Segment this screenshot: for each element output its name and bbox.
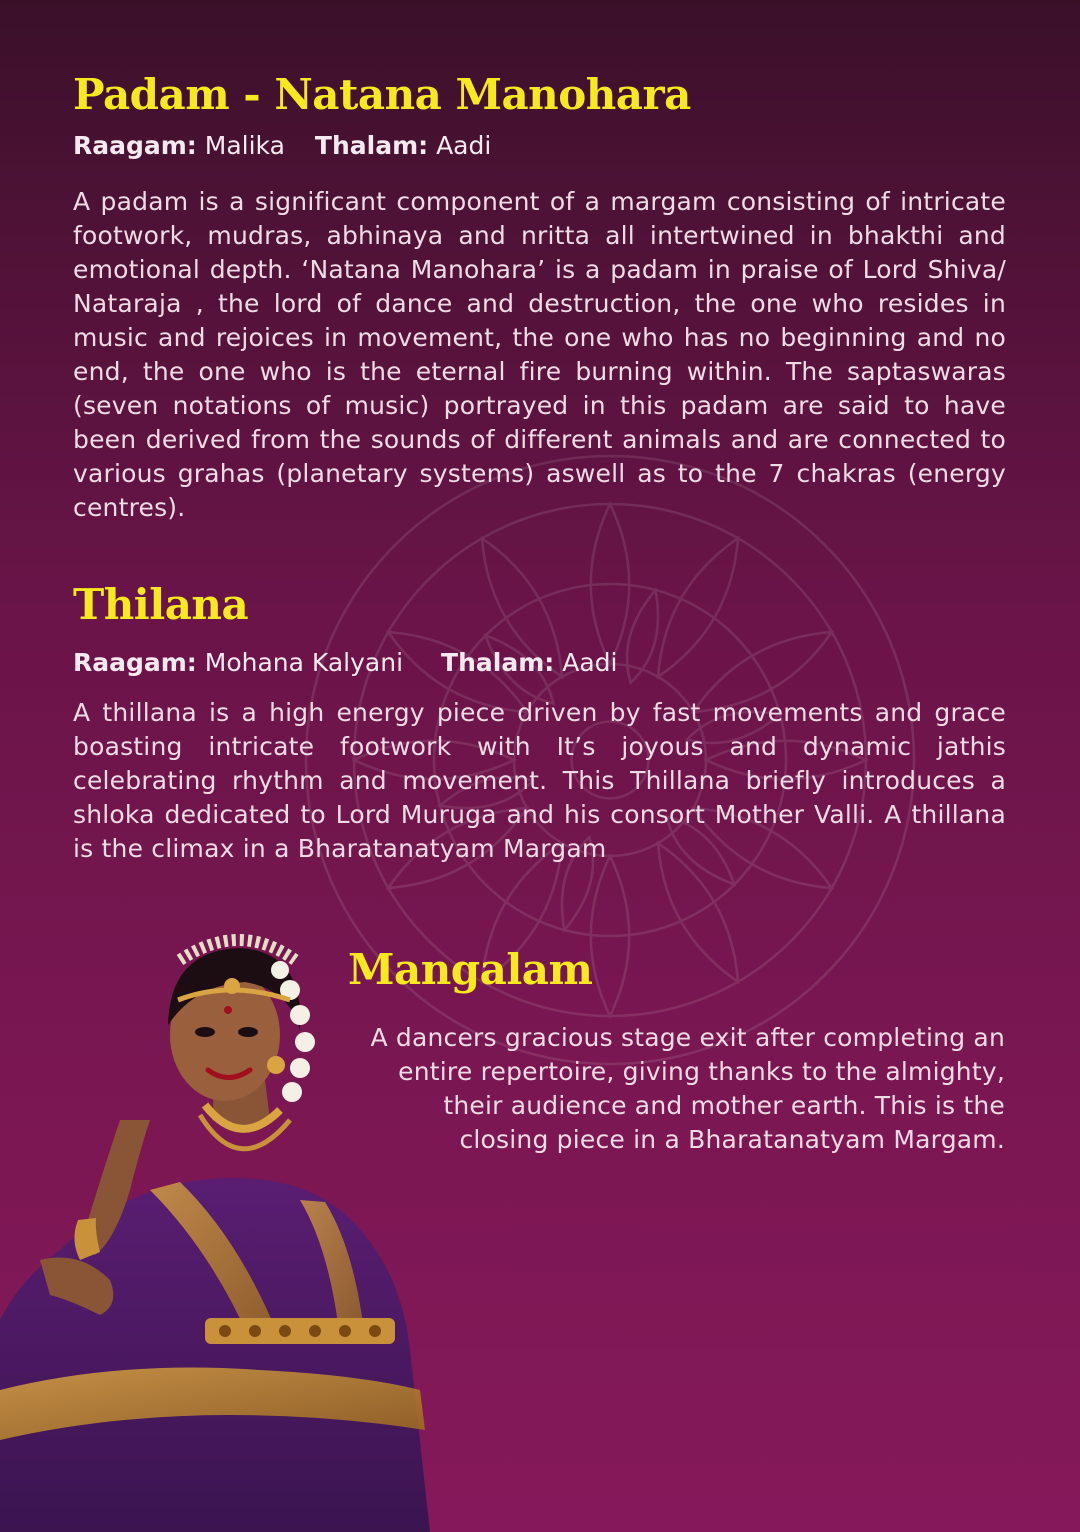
padam-raagam-value: Malika xyxy=(204,131,285,160)
thilana-raagam-label: Raagam: xyxy=(73,648,197,677)
padam-title: Padam - Natana Manohara xyxy=(73,70,691,119)
dancer-image xyxy=(0,920,440,1532)
padam-description: A padam is a significant component of a margam consisting of intricate footwork, mudras, abhinaya and nritta all intertwined in bhakthi and emotional depth. ‘Natana Manohara’ is a padam in praise of Lord Shiva/ Nataraja , the lord of dance and destruction, the one who resides in music and rejoices in movement, the one who has no beginning and no end, the one who is the eternal fire burning within. The saptaswaras (seven notations of music) portrayed in this padam are said to have been derived from the sounds of different animals and are connected to various grahas (planetary systems) aswell as to the 7 chakras (energy centres). xyxy=(73,187,1006,522)
mangalam-line: A dancers gracious stage exit after completing an xyxy=(370,1023,1005,1052)
padam-raagam-label: Raagam: xyxy=(73,131,197,160)
padam-thalam-label: Thalam: xyxy=(314,131,429,160)
mangalam-line: their audience and mother earth. This is the xyxy=(443,1091,1005,1120)
padam-thalam-value: Aadi xyxy=(436,131,492,160)
padam-meta xyxy=(73,131,491,160)
mangalam-title: Mangalam xyxy=(348,945,593,994)
thilana-raagam-value: Mohana Kalyani xyxy=(204,648,404,677)
thilana-thalam-value: Aadi xyxy=(562,648,618,677)
thilana-meta xyxy=(73,648,617,677)
mangalam-line: closing piece in a Bharatanatyam Margam. xyxy=(459,1125,1005,1154)
thilana-thalam-label: Thalam: xyxy=(441,648,555,677)
mangalam-line: entire repertoire, giving thanks to the almighty, xyxy=(398,1057,1005,1086)
thilana-title: Thilana xyxy=(73,580,249,629)
thilana-description: A thillana is a high energy piece driven by fast movements and grace boasting intricate footwork with It’s joyous and dynamic jathis celebrating rhythm and movement. This Thillana briefly introduces a shloka dedicated to Lord Muruga and his consort Mother Valli. A thillana is the climax in a Bharatanatyam Margam xyxy=(73,698,1006,863)
